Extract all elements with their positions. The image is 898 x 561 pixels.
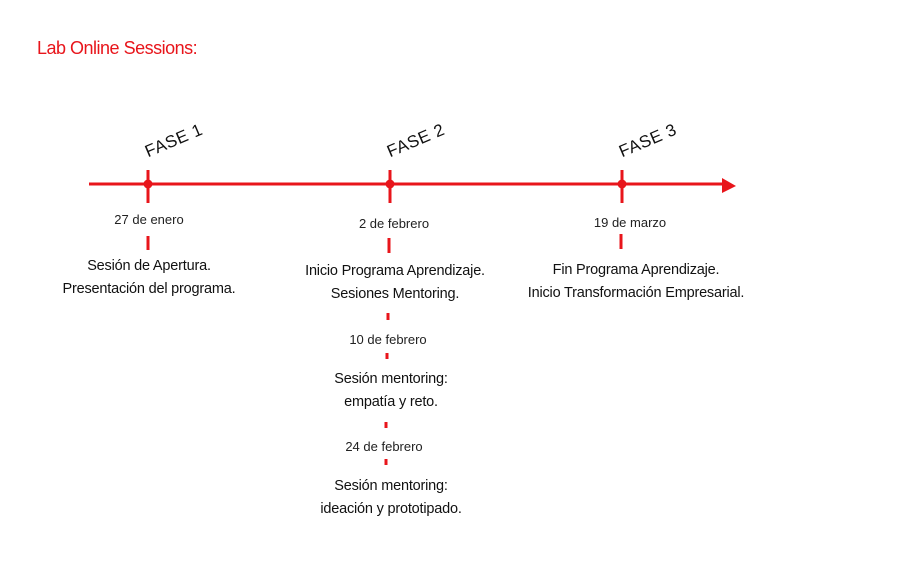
event-date: 19 de marzo xyxy=(593,215,667,230)
event-description-line: Fin Programa Aprendizaje. xyxy=(552,262,720,278)
event-date: 27 de enero xyxy=(114,212,184,227)
event-description-line: Sesiones Mentoring. xyxy=(330,286,460,302)
event-description xyxy=(305,260,485,306)
event-description xyxy=(334,368,447,414)
event-description xyxy=(320,475,461,521)
event-description-line: Presentación del programa. xyxy=(62,281,236,297)
phase-label-2: FASE 2 xyxy=(384,119,448,162)
event-description-line: Sesión mentoring: xyxy=(334,478,448,494)
event-date: 10 de febrero xyxy=(349,332,427,347)
event-description-line: ideación y prototipado. xyxy=(320,501,462,517)
event-date: 24 de febrero xyxy=(345,439,423,454)
phase-label-1: FASE 1 xyxy=(142,119,206,162)
event-description-line: Inicio Transformación Empresarial. xyxy=(527,285,745,301)
event-date: 2 de febrero xyxy=(358,216,430,231)
event-description xyxy=(528,259,744,305)
timeline-arrowhead xyxy=(722,178,736,193)
page-title: Lab Online Sessions: xyxy=(37,38,198,58)
event-description-line: Inicio Programa Aprendizaje. xyxy=(305,263,485,279)
phase-label-3: FASE 3 xyxy=(616,119,680,162)
event-description-line: Sesión mentoring: xyxy=(334,371,448,387)
event-description-line: Sesión de Apertura. xyxy=(87,258,211,274)
event-description xyxy=(63,255,236,301)
event-description-line: empatía y reto. xyxy=(344,394,438,410)
